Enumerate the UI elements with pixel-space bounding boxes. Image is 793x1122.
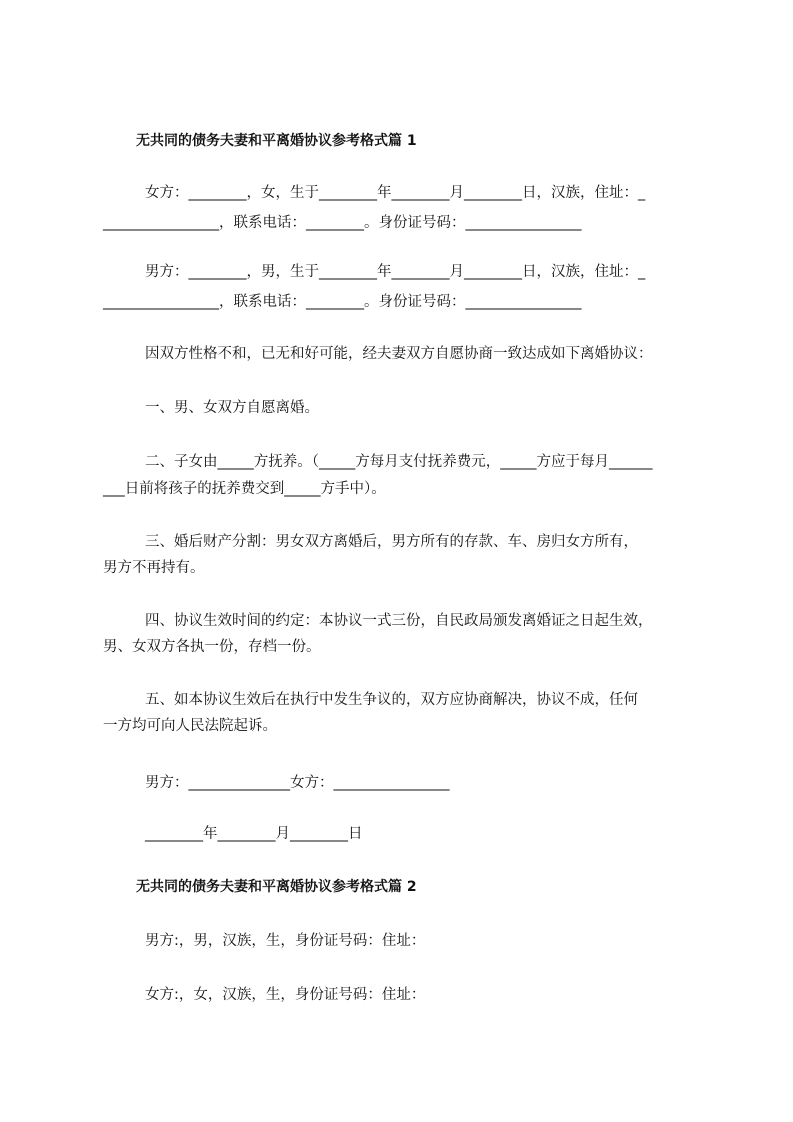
clause-4-line-2: 男、女双方各执一份，存档一份。 (103, 639, 321, 655)
clause-2-line-1: 二、子女由_____方抚养。（_____方每月支付抚养费元，_____方应于每月______ (145, 454, 653, 470)
male-party-line-2: ________________，联系电话：________。身份证号码：________________ (103, 294, 582, 310)
clause-3-line-2: 男方不再持有。 (103, 560, 205, 576)
male-party-line-1: 男方：________，男，生于________年________月________日，汉族，住址：_ (145, 264, 646, 280)
section-1-title: 无共同的债务夫妻和平离婚协议参考格式篇 1 (136, 133, 417, 149)
female-party-line-2: ________________，联系电话：________。身份证号码：________________ (103, 215, 582, 231)
signature-line: 男方：______________女方：________________ (145, 775, 450, 791)
section-2-title: 无共同的债务夫妻和平离婚协议参考格式篇 2 (136, 879, 417, 895)
clause-5-line-1: 五、如本协议生效后在执行中发生争议的，双方应协商解决，协议不成，任何 (145, 692, 638, 708)
clause-1: 一、男、女双方自愿离婚。 (145, 400, 319, 416)
clause-5-line-2: 一方均可向人民法院起诉。 (103, 718, 277, 734)
section-2-female-party: 女方:，女，汉族，生，身份证号码：住址： (145, 987, 426, 1003)
intro-paragraph: 因双方性格不和，已无和好可能，经夫妻双方自愿协商一致达成如下离婚协议： (145, 346, 653, 362)
section-2-male-party: 男方:，男，汉族，生，身份证号码：住址： (145, 933, 426, 949)
female-party-line-1: 女方：________，女，生于________年________月________日，汉族，住址：_ (145, 185, 646, 201)
clause-3-line-1: 三、婚后财产分割：男女双方离婚后，男方所有的存款、车、房归女方所有， (145, 534, 638, 550)
clause-2-line-2: ___日前将孩子的抚养费交到_____方手中）。 (103, 481, 386, 497)
clause-4-line-1: 四、协议生效时间的约定：本协议一式三份，自民政局颁发离婚证之日起生效， (145, 613, 653, 629)
date-line: ________年________月________日 (145, 826, 363, 842)
